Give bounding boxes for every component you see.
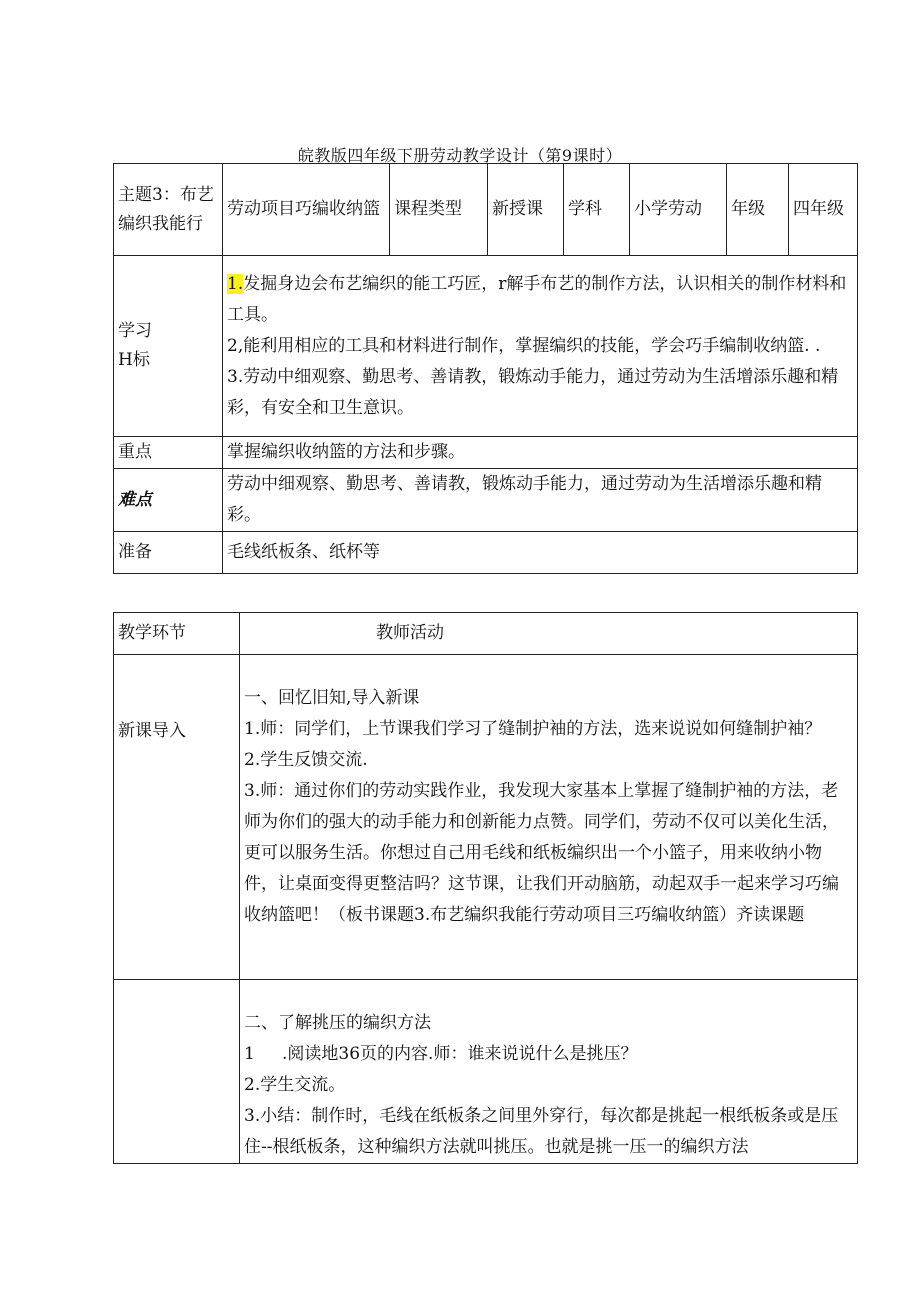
activity-line: 1.师：同学们，上节课我们学习了缝制护袖的方法，选来说说如何缝制护袖？	[244, 719, 822, 739]
theme-cell: 主题3：布艺编织我能行	[114, 164, 223, 256]
activity-line: 2.学生反馈交流.	[244, 750, 368, 770]
goal-item-1: 1.发掘身边会布艺编织的能工巧匠，r解手布艺的制作方法，认识相关的制作材料和工具。	[227, 273, 847, 325]
activity-cell	[240, 980, 858, 1164]
key-point-text: 掌握编织收纳篮的方法和步骤。	[223, 437, 858, 469]
goal-item-2: 2,能利用相应的工具和材料进行制作，掌握编织的技能，学会巧手编制收纳篮. .	[227, 335, 821, 356]
goals-label: 学习 H标	[114, 256, 223, 437]
stage-header: 教学环节	[114, 613, 240, 655]
document-title: 皖教版四年级下册劳动教学设计（第9课时）	[297, 146, 623, 165]
activity-header: 教师活动	[240, 613, 858, 655]
activity-line: 3.师：通过你们的劳动实践作业，我发现大家基本上掌握了缝制护袖的方法，老师为你们的强大的动手能力和创新能力点赞。同学们，劳动不仅可以美化生活，更可以服务生活。你想过自己用毛线和纸板编织出一个小篮子，用来收纳小物件，让桌面变得更整洁吗？这节课，让我们开动脑筋，动起双手一起来学习巧编收纳篮吧！（板书课题3.布艺编织我能行劳动项目三巧编收纳篮）齐读课题	[244, 781, 839, 925]
key-point-row	[114, 437, 858, 469]
difficulty-text: 劳动中细观察、勤思考、善请教，锻炼动手能力，通过劳动为生活增添乐趣和精彩。	[223, 469, 858, 532]
goals-row	[114, 256, 858, 437]
difficulty-label: 难点	[114, 469, 223, 532]
section-heading: 一、回忆旧知,导入新课	[244, 688, 420, 708]
info-row	[114, 164, 858, 256]
stage-cell: 新课导入	[114, 655, 240, 980]
stage-cell	[114, 980, 240, 1164]
lesson-info-table	[113, 163, 858, 574]
activity-line: 3.小结：制作时，毛线在纸板条之间里外穿行，每次都是挑起一根纸板条或是压住--根纸板条，这种编织方法就叫挑压。也就是挑一压一的编织方法	[244, 1106, 839, 1157]
teaching-process-table	[113, 612, 858, 1164]
activity-line: 1 .阅读地36页的内容.师：谁来说说什么是挑压？	[244, 1044, 638, 1064]
course-type-label: 课程类型	[390, 164, 488, 256]
preparation-row	[114, 532, 858, 574]
process-row	[114, 980, 858, 1164]
course-type-value: 新授课	[488, 164, 564, 256]
activity-cell	[240, 655, 858, 980]
grade-label: 年级	[727, 164, 789, 256]
goal-item-3: 3.劳动中细观察、勤思考、善请教，锻炼动手能力，通过劳动为生活增添乐趣和精彩，有安全和卫生意识。	[227, 366, 839, 418]
difficulty-row	[114, 469, 858, 532]
section-heading: 二、了解挑压的编织方法	[244, 1013, 431, 1033]
process-header-row	[114, 613, 858, 655]
process-row	[114, 655, 858, 980]
goals-content	[223, 256, 858, 437]
preparation-label: 准备	[114, 532, 223, 574]
grade-value: 四年级	[789, 164, 858, 256]
project-cell: 劳动项目巧编收纳篮	[223, 164, 390, 256]
key-point-label: 重点	[114, 437, 223, 469]
preparation-text: 毛线纸板条、纸杯等	[223, 532, 858, 574]
subject-label: 学科	[564, 164, 630, 256]
activity-line: 2.学生交流。	[244, 1075, 346, 1095]
subject-value: 小学劳动	[630, 164, 727, 256]
